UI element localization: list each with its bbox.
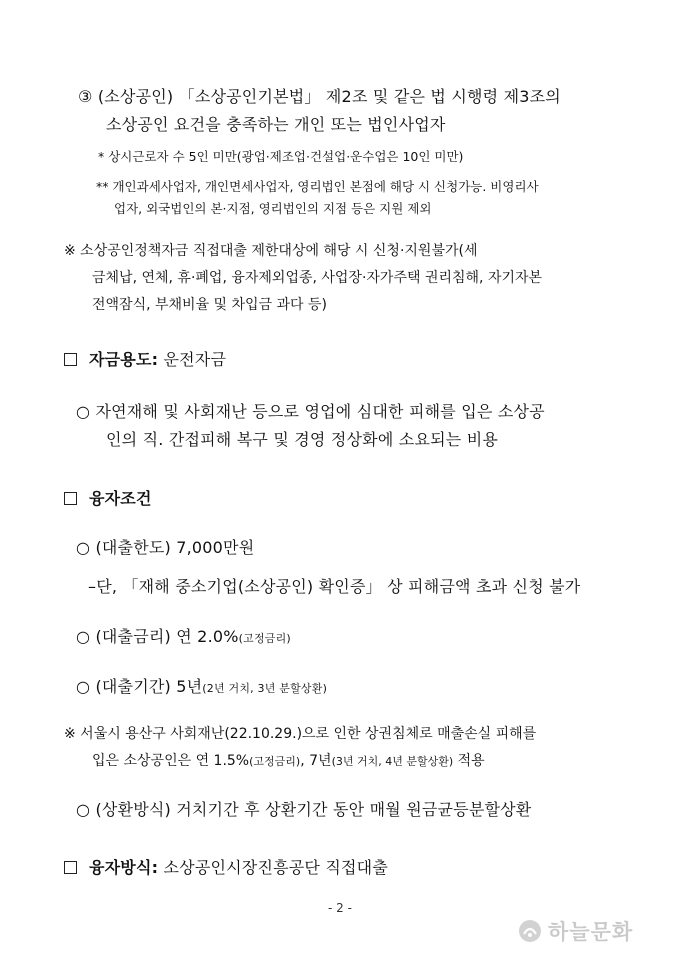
special-apply: 적용 — [453, 753, 485, 769]
loan-method-value: 소상공인시장진흥공단 직접대출 — [158, 858, 388, 877]
loan-method-heading: 융자방식: — [89, 858, 159, 877]
loan-terms-heading: 융자조건 — [89, 489, 152, 508]
fund-use-heading: 자금용도: — [89, 350, 159, 369]
loan-period-main: ○ (대출기간) 5년 — [76, 677, 203, 696]
special-period: , 7년 — [300, 753, 332, 769]
fund-use-desc-line1: ○ 자연재해 및 사회재난 등으로 영업에 심대한 피해를 입은 소상공 — [76, 402, 545, 421]
eligibility-note-1: * 상시근로자 수 5인 미만(광업·제조업·건설업·운수업은 10인 미만) — [98, 149, 464, 164]
watermark-text: 하늘문화 — [548, 920, 634, 944]
special-note-line1: ※ 서울시 용산구 사회재난(22.10.29.)으로 인한 상권침체로 매출손실 피해를 — [64, 726, 537, 742]
fund-use-desc-line2: 인의 직. 간접피해 복구 및 경영 정상화에 소요되는 비용 — [106, 430, 499, 449]
eligibility-item-3-line1: ③ (소상공인) 「소상공인기본법」 제2조 및 같은 법 시행령 제3조의 — [78, 87, 561, 106]
watermark-logo-icon — [518, 919, 542, 943]
special-rate: 입은 소상공인은 연 1.5% — [92, 753, 250, 769]
fund-use-value: 운전자금 — [158, 350, 227, 369]
checkbox-square-icon — [64, 353, 77, 366]
loan-rate-main: ○ (대출금리) 연 2.0% — [76, 627, 239, 646]
loan-limit-note: –단, 「재해 중소기업(소상공인) 확인증」 상 피해금액 초과 신청 불가 — [88, 577, 581, 596]
restriction-note-line1: ※ 소상공인정책자금 직접대출 제한대상에 해당 시 신청·지원불가(세 — [64, 243, 478, 259]
loan-limit: ○ (대출한도) 7,000만원 — [76, 538, 255, 557]
loan-rate — [76, 624, 291, 647]
checkbox-square-icon — [64, 861, 77, 874]
eligibility-note-2-line2: 업자, 외국법인의 본·지점, 영리법인의 지점 등은 지원 제외 — [114, 201, 432, 216]
eligibility-note-2-line1: ** 개인과세사업자, 개인면세사업자, 영리법인 본점에 해당 시 신청가능. 비영리사 — [96, 179, 539, 194]
special-note-line2 — [92, 750, 485, 770]
repayment-method: ○ (상환방식) 거치기간 후 상환기간 동안 매월 원금균등분할상환 — [76, 800, 532, 819]
checkbox-square-icon — [64, 492, 77, 505]
eligibility-item-3-line2: 소상공인 요건을 충족하는 개인 또는 법인사업자 — [106, 115, 446, 134]
special-rate-type: (고정금리) — [249, 755, 301, 768]
loan-method-section — [64, 855, 388, 878]
loan-period-detail: (2년 거치, 3년 분할상환) — [202, 682, 328, 695]
restriction-note-line2: 금체납, 연체, 휴·폐업, 융자제외업종, 사업장·자가주택 권리침해, 자기자본 — [92, 270, 543, 286]
page-number: - 2 - — [328, 901, 352, 915]
fund-use-section — [64, 347, 226, 370]
special-period-detail: (3년 거치, 4년 분할상환) — [331, 755, 454, 768]
loan-terms-section — [64, 486, 152, 509]
restriction-note-line3: 전액잠식, 부채비율 및 차입금 과다 등) — [92, 297, 328, 313]
watermark — [518, 916, 633, 946]
loan-period — [76, 674, 327, 697]
loan-rate-type: (고정금리) — [238, 632, 291, 645]
